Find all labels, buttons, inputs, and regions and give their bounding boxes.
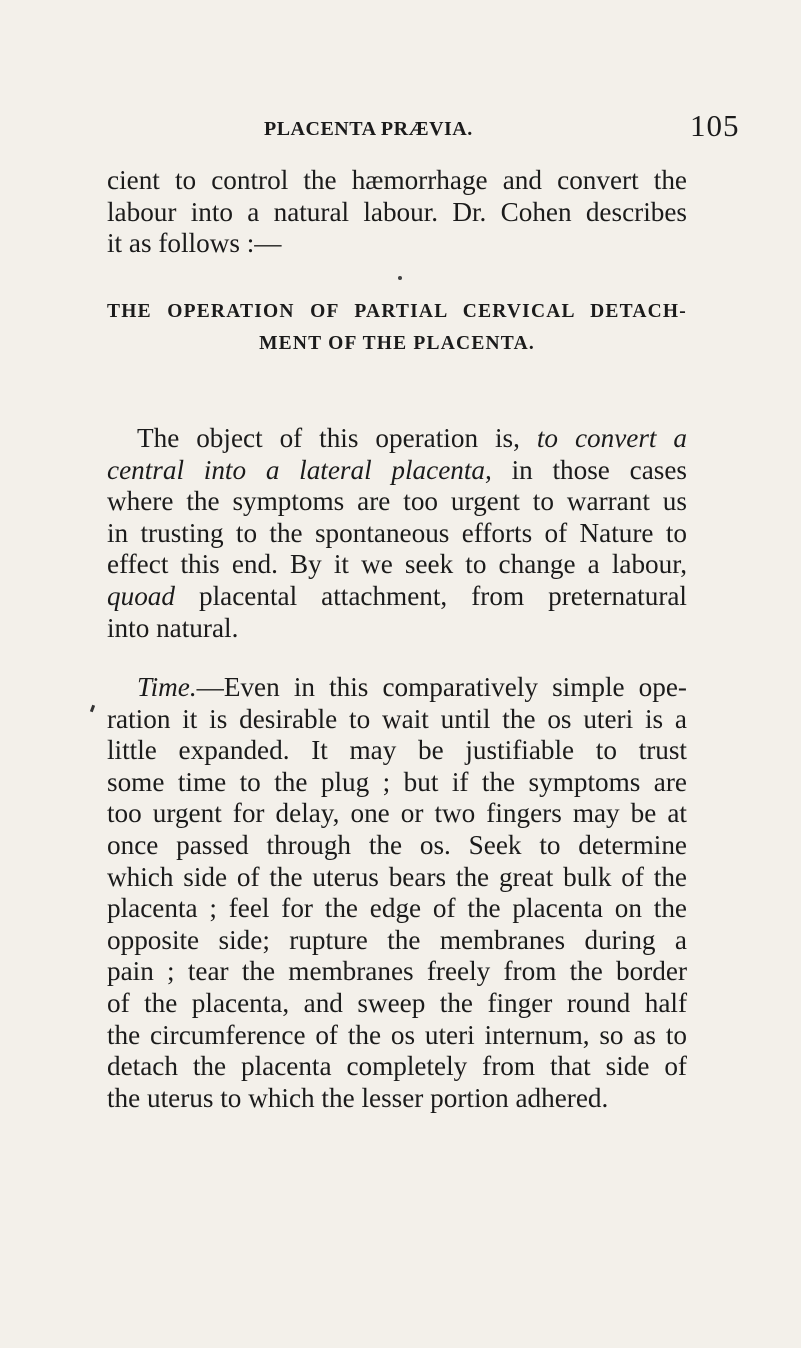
text-line: once passed through the os. Seek to determine [107,829,687,860]
text-line [107,672,687,704]
text-line [107,581,687,613]
text-line: in trusting to the spontaneous efforts of Nature to [107,517,687,548]
italic-phrase: Time. [137,672,197,702]
text-line: which side of the uterus bears the great bulk of the [107,861,687,892]
text-line: some time to the plug ; but if the symptoms are [107,766,687,797]
text-line: where the symptoms are too urgent to warrant us [107,486,687,517]
print-speck [90,705,95,713]
text-line: little expanded. It may be justifiable to trust [107,735,687,766]
text-line: placenta ; feel for the edge of the placenta on the [107,893,687,924]
heading-line: MENT OF THE PLACENTA. [259,333,535,354]
italic-phrase: to convert a [536,423,687,453]
text-line: of the placenta, and sweep the finger round half [107,987,687,1018]
paragraph-time [107,672,687,1114]
italic-phrase: central into a lateral placenta, [107,454,492,485]
running-head: PLACENTA PRÆVIA. [264,118,473,140]
text-line: ration it is desirable to wait until the os uteri is a [107,703,687,734]
text-line: it as follows :— [107,228,282,259]
print-speck [398,276,402,280]
text-line: opposite side; rupture the membranes during a [107,924,687,955]
text-run: placental attachment, from preternatural [174,580,687,611]
text-line: pain ; tear the membranes freely from the border [107,956,687,987]
text-line: cient to control the hæmorrhage and convert the [107,165,687,195]
text-line: effect this end. By it we seek to change a labour, [107,549,687,580]
section-heading [107,296,687,360]
text-line: too urgent for delay, one or two fingers may be at [107,798,687,829]
text-line: the circumference of the os uteri internum, so as to [107,1019,687,1050]
text-line: detach the placenta completely from that side of [107,1051,687,1082]
text-run: The object of this operation is, [137,423,520,453]
text-line [107,455,687,487]
text-line: into natural. [107,612,239,643]
heading-line: THE OPERATION OF PARTIAL CERVICAL DETACH- [107,301,687,322]
text-run: in those cases [491,454,687,485]
page-number: 105 [690,108,740,143]
text-run: —Even in this comparatively simple ope- [196,672,687,702]
text-line: labour into a natural labour. Dr. Cohen describes [107,196,687,227]
paragraph-object [107,423,687,644]
text-line: the uterus to which the lesser portion adhered. [107,1082,609,1113]
text-line [107,423,687,455]
italic-phrase: quoad [107,580,175,611]
intro-paragraph [107,165,687,260]
